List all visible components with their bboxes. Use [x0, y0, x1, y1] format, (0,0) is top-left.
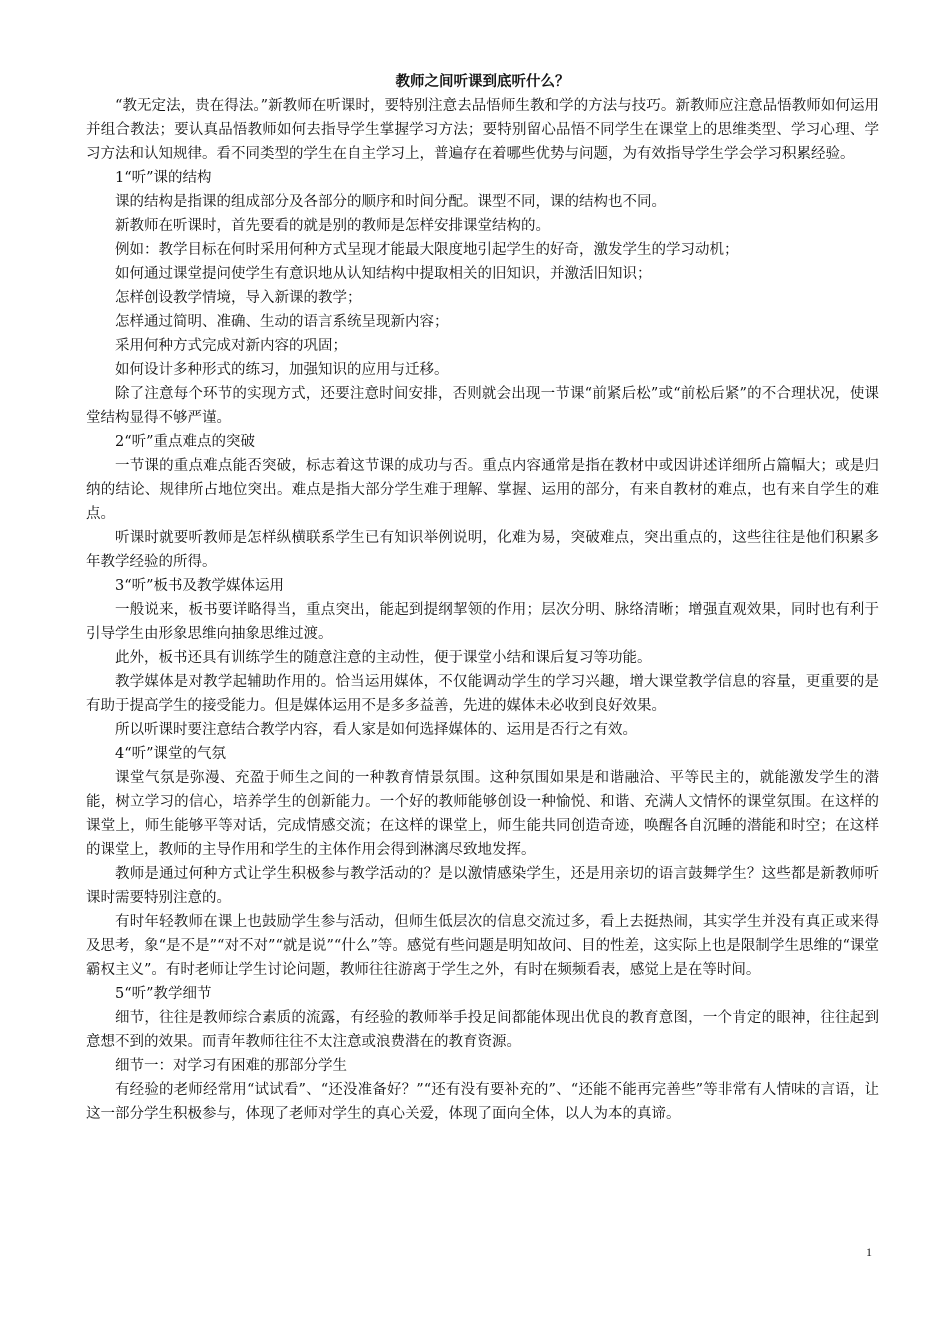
section-3-heading: 3“听”板书及教学媒体运用: [115, 578, 285, 594]
section-5-paragraph: 细节，往往是教师综合素质的流露，有经验的教师举手投足间都能体现出优良的教育意图，一个肯定的眼神，往往起到意想不到的效果。而青年教师往往不太注意或浪费潜在的教育资源。: [86, 1010, 879, 1050]
section-1-paragraph: 课的结构是指课的组成部分及各部分的顺序和时间分配。课型不同，课的结构也不同。: [115, 194, 666, 210]
document-title: 教师之间听课到底听什么？: [395, 74, 570, 90]
section-4-paragraph: 教师是通过何种方式让学生积极参与教学活动的？是以激情感染学生，还是用亲切的语言鼓舞学生？这些都是新教师听课时需要特别注意的。: [86, 866, 879, 906]
section-3-paragraph: 此外，板书还具有训练学生的随意注意的主动性，便于课堂小结和课后复习等功能。: [115, 650, 652, 666]
section-5-subheading: 细节一：对学习有困难的那部分学生: [115, 1058, 347, 1074]
section-3-paragraph: 教学媒体是对教学起辅助作用的。恰当运用媒体，不仅能调动学生的学习兴趣，增大课堂教学信息的容量，更重要的是有助于提高学生的接受能力。但是媒体运用不是多多益善，先进的媒体未必收到良好效果。: [86, 674, 879, 714]
section-1-paragraph: 采用何种方式完成对新内容的巩固；: [115, 338, 347, 354]
section-2-paragraph: 听课时就要听教师是怎样纵横联系学生已有知识举例说明，化难为易，突破难点，突出重点的，这些往往是他们积累多年教学经验的所得。: [86, 530, 879, 570]
section-2-heading: 2“听”重点难点的突破: [115, 434, 256, 450]
section-1-paragraph: 如何设计多种形式的练习，加强知识的应用与迁移。: [115, 362, 449, 378]
section-1-paragraph: 除了注意每个环节的实现方式，还要注意时间安排，否则就会出现一节课“前紧后松”或“前松后紧”的不合理状况，使课堂结构显得不够严谨。: [86, 386, 879, 426]
section-1-paragraph: 新教师在听课时，首先要看的就是别的教师是怎样安排课堂结构的。: [115, 218, 550, 234]
section-5-heading: 5“听”教学细节: [115, 986, 212, 1002]
section-5-paragraph: 有经验的老师经常用“试试看”、“还没准备好？”“还有没有要补充的”、“还能不能再完善些”等非常有人情味的言语，让这一部分学生积极参与，体现了老师对学生的真心关爱，体现了面向全体，以人为本的真谛。: [86, 1082, 879, 1122]
section-4-paragraph: 有时年轻教师在课上也鼓励学生参与活动，但师生低层次的信息交流过多，看上去挺热闹，其实学生并没有真正或来得及思考，象“是不是”“对不对”“就是说”“什么”等。感觉有些问题是明知故问、目的性差，这实际上也是限制学生思维的“课堂霸权主义”。有时老师让学生讨论问题，教师往往游离于学生之外，有时在频频看表，感觉上是在等时间。: [86, 914, 879, 978]
page-number: 1: [866, 1245, 872, 1259]
section-1-paragraph: 怎样通过简明、准确、生动的语言系统呈现新内容；: [115, 314, 449, 330]
section-2-paragraph: 一节课的重点难点能否突破，标志着这节课的成功与否。重点内容通常是指在教材中或因讲述详细所占篇幅大；或是归纳的结论、规律所占地位突出。难点是指大部分学生难于理解、掌握、运用的部分，有来自教材的难点，也有来自学生的难点。: [86, 458, 879, 522]
section-1-paragraph: 如何通过课堂提问使学生有意识地从认知结构中提取相关的旧知识，并激活旧知识；: [115, 266, 652, 282]
document-page: [86, 70, 879, 1126]
section-4-paragraph: 课堂气氛是弥漫、充盈于师生之间的一种教育情景氛围。这种氛围如果是和谐融洽、平等民主的，就能激发学生的潜能，树立学习的信心，培养学生的创新能力。一个好的教师能够创设一种愉悦、和谐、充满人文情怀的课堂氛围。在这样的课堂上，师生能够平等对话，完成情感交流；在这样的课堂上，师生能共同创造奇迹，唤醒各自沉睡的潜能和时空；在这样的课堂上，教师的主导作用和学生的主体作用会得到淋漓尽致地发挥。: [86, 770, 879, 858]
section-3-paragraph: 一般说来，板书要详略得当，重点突出，能起到提纲挈领的作用；层次分明、脉络清晰；增强直观效果，同时也有利于引导学生由形象思维向抽象思维过渡。: [86, 602, 879, 642]
section-1-paragraph: 怎样创设教学情境，导入新课的教学；: [115, 290, 362, 306]
intro-paragraph: “教无定法，贵在得法。”新教师在听课时，要特别注意去品悟师生教和学的方法与技巧。新教师应注意品悟教师如何运用并组合教法；要认真品悟教师如何去指导学生掌握学习方法；要特别留心品悟不同学生在课堂上的思维类型、学习心理、学习方法和认知规律。看不同类型的学生在自主学习上，普遍存在着哪些优势与问题，为有效指导学生学会学习积累经验。: [86, 98, 879, 162]
section-1-paragraph: 例如：教学目标在何时采用何种方式呈现才能最大限度地引起学生的好奇，激发学生的学习动机；: [115, 242, 739, 258]
section-3-paragraph: 所以听课时要注意结合教学内容，看人家是如何选择媒体的、运用是否行之有效。: [115, 722, 637, 738]
section-4-heading: 4“听”课堂的气氛: [115, 746, 227, 762]
section-1-heading: 1“听”课的结构: [115, 170, 212, 186]
